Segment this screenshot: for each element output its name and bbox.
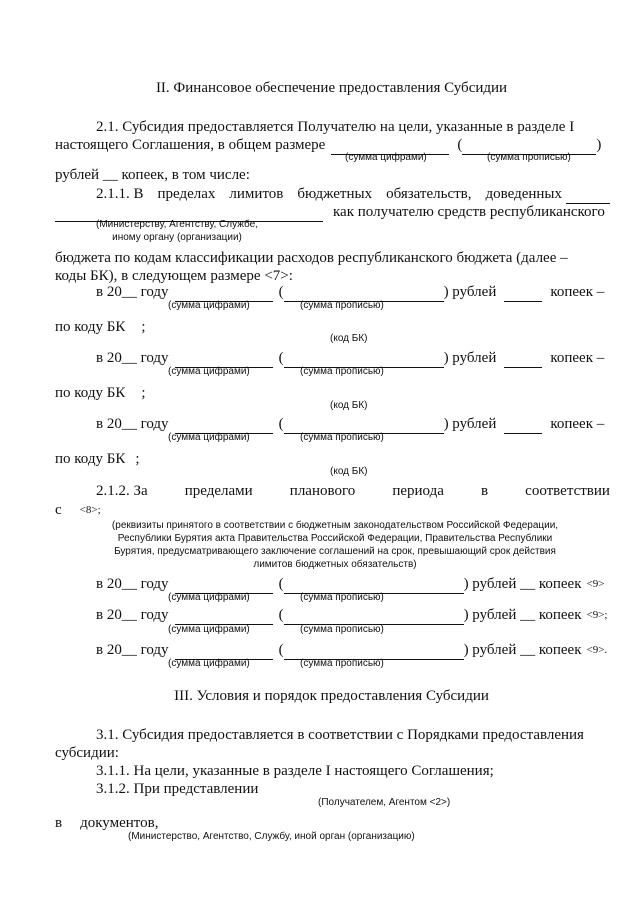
p21-line2-text: настоящего Соглашения, в общем размере: [55, 137, 326, 153]
year-label: в 20__ году: [96, 284, 169, 300]
bk-label: по коду БК: [55, 319, 126, 335]
rubles-kopecks-label: ) рублей __ копеек: [463, 642, 582, 658]
word: в: [481, 483, 489, 499]
word: периода: [392, 483, 444, 499]
word: лимитов: [229, 186, 284, 202]
year-label: в 20__ году: [96, 642, 169, 658]
p312-text: 3.1.2. При представлении: [96, 781, 259, 797]
word: 2.1.2. За: [96, 483, 148, 499]
paren-open: (: [278, 416, 284, 432]
caption-requisites: [55, 519, 615, 571]
caption-ministry-1: (Министерству, Агентству, Службе,: [96, 219, 258, 230]
caption-bk: (код БК): [330, 400, 368, 411]
paren-close: ): [596, 137, 602, 153]
year2-kopecks-field[interactable]: [504, 353, 542, 368]
year-row-5: [96, 605, 608, 625]
caption-sum-words: (сумма прописью): [300, 624, 384, 635]
p21-line1: 2.1. Субсидия предоставляется Получателю на цели, указанные в разделе I: [96, 119, 575, 135]
year-label: в 20__ году: [96, 576, 169, 592]
caption-requisites-4: лимитов бюджетных обязательств): [253, 559, 417, 570]
rubles-label: ) рублей: [443, 284, 497, 300]
year3-kopecks-field[interactable]: [504, 419, 542, 434]
p211-line1: [96, 184, 610, 204]
p311: 3.1.1. На цели, указанные в разделе I настоящего Соглашения;: [96, 763, 494, 779]
year-row-6: [96, 640, 608, 660]
caption-sum-words: (сумма прописью): [487, 152, 571, 163]
kopecks-label: копеек –: [550, 416, 605, 432]
word: обязательств,: [386, 186, 472, 202]
word: 2.1.1. В: [96, 186, 144, 202]
word: соответствии: [525, 483, 610, 499]
paren-open: (: [278, 642, 284, 658]
p211-line4: коды БК), в следующем размере <7>:: [55, 268, 293, 284]
caption-recipient: (Получателем, Агентом <2>): [318, 797, 451, 808]
caption-sum-words: (сумма прописью): [300, 366, 384, 377]
caption-bk: (код БК): [330, 466, 368, 477]
rubles-label: ) рублей: [443, 416, 497, 432]
rubles-label: ) рублей: [443, 350, 497, 366]
footnote-ref: <9>: [586, 578, 605, 590]
word: бюджетных: [297, 186, 373, 202]
footnote-ref: <9>.: [586, 644, 608, 656]
year-row-3: [96, 414, 608, 434]
paren-open: (: [278, 284, 284, 300]
p212-line2: [55, 500, 608, 520]
year1-kopecks-field[interactable]: [504, 287, 542, 302]
semicolon: ;: [141, 385, 146, 401]
caption-sum-digits: (сумма цифрами): [345, 152, 427, 163]
p31-line1: 3.1. Субсидия предоставляется в соответствии с Порядками предоставления: [96, 727, 584, 743]
word: пределами: [184, 483, 253, 499]
kopecks-label: копеек –: [550, 284, 605, 300]
caption-sum-digits: (сумма цифрами): [168, 432, 250, 443]
paren-open: (: [278, 350, 284, 366]
word: доведенных: [485, 186, 562, 202]
caption-requisites-2: Республики Бурятия акта Правительства Российской Федерации, Правительства Республики: [117, 533, 553, 544]
year-row-1: [96, 282, 608, 302]
semicolon: ;: [141, 319, 146, 335]
word-with-blank: [485, 184, 610, 204]
p312-line2: [55, 813, 608, 833]
rubles-kopecks-label: ) рублей __ копеек: [463, 607, 582, 623]
caption-ministry-org: (Министерство, Агентство, Службу, иной орган (организацию): [128, 831, 415, 842]
caption-sum-digits: (сумма цифрами): [168, 592, 250, 603]
footnote-ref: <8>;: [79, 504, 101, 516]
paren-open: (: [278, 576, 284, 592]
p21-line3: рублей __ копеек, в том числе:: [55, 167, 250, 183]
bk-label: по коду БК: [55, 385, 126, 401]
p312-line: [96, 779, 604, 799]
documents-label: документов,: [80, 815, 159, 831]
caption-sum-digits: (сумма цифрами): [168, 300, 250, 311]
caption-sum-digits: (сумма цифрами): [168, 366, 250, 377]
rubles-kopecks-label: ) рублей __ копеек: [463, 576, 582, 592]
kopecks-label: копеек –: [550, 350, 605, 366]
word: планового: [289, 483, 356, 499]
caption-sum-digits: (сумма цифрами): [168, 658, 250, 669]
word: пределах: [157, 186, 216, 202]
year-row-4: [96, 574, 608, 594]
caption-sum-words: (сумма прописью): [300, 300, 384, 311]
p212-line1: [96, 481, 610, 501]
footnote-ref: <9>;: [586, 609, 608, 621]
bk-label: по коду БК: [55, 451, 126, 467]
p31-line2: субсидии:: [55, 745, 119, 761]
caption-bk: (код БК): [330, 333, 368, 344]
year-label: в 20__ году: [96, 416, 169, 432]
year5-digits-field[interactable]: [175, 610, 273, 625]
caption-requisites-3: Бурятия, предусматривающего заключение соглашений на срок, превышающий срок действия: [114, 546, 556, 557]
caption-ministry: [92, 218, 262, 244]
caption-sum-words: (сумма прописью): [300, 658, 384, 669]
paren-open: (: [457, 137, 463, 153]
caption-ministry-2: иному органу (организации): [112, 232, 242, 243]
section-2-heading: II. Финансовое обеспечение предоставления Субсидии: [155, 80, 508, 96]
section-3-heading: III. Условия и порядок предоставления Субсидии: [174, 688, 489, 704]
year5-words-field[interactable]: [284, 610, 464, 625]
caption-sum-digits: (сумма цифрами): [168, 624, 250, 635]
caption-requisites-1: (реквизиты принятого в соответствии с бюджетным законодательством Российской Федерации,: [111, 520, 559, 531]
paren-open: (: [278, 607, 284, 623]
p211-line3: бюджета по кодам классификации расходов республиканского бюджета (далее –: [55, 250, 568, 266]
year-row-2: [96, 348, 608, 368]
semicolon: ;: [135, 451, 140, 467]
p211-line2-text: как получателю средств республиканского: [333, 204, 605, 220]
v-label: в: [55, 815, 63, 831]
year-label: в 20__ году: [96, 607, 169, 623]
caption-sum-words: (сумма прописью): [300, 432, 384, 443]
s-label: с: [55, 502, 62, 518]
year-label: в 20__ году: [96, 350, 169, 366]
caption-sum-words: (сумма прописью): [300, 592, 384, 603]
